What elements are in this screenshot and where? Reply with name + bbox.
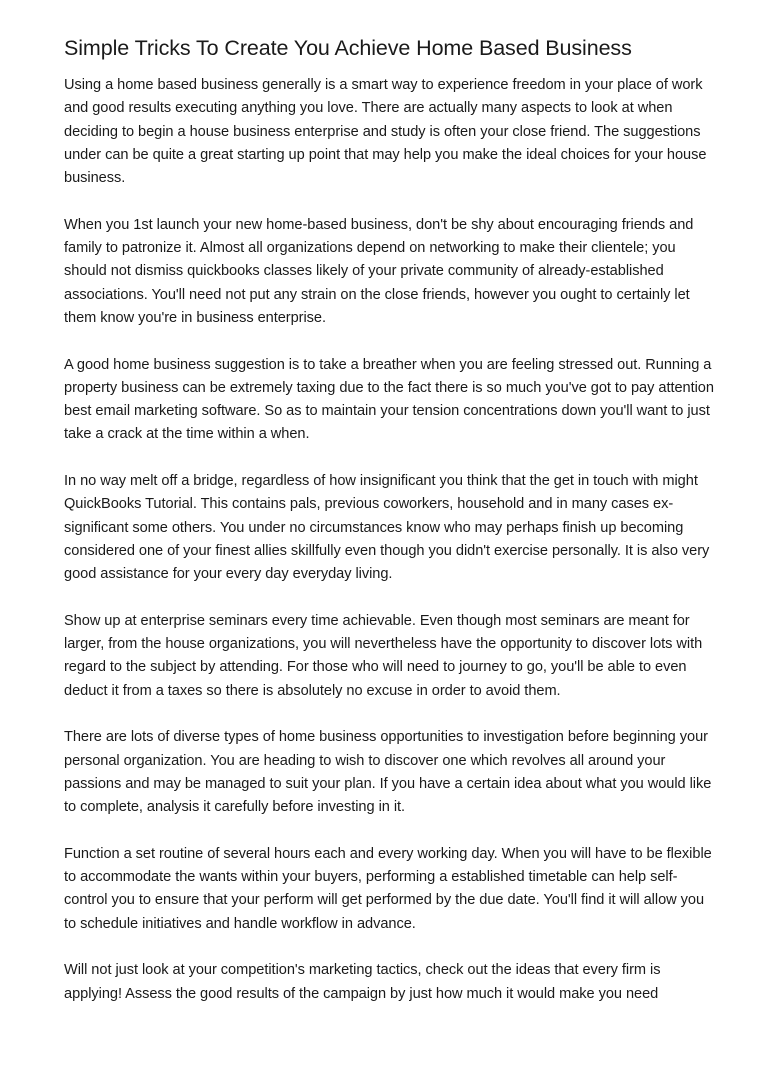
paragraph: When you 1st launch your new home-based business, don't be shy about encouraging friends and family to patronize it. Almost all organizations depend on networking to make their clientele; you should not dismiss quickbooks classes likely of your private community of already-established associations. You'll need not put any strain on the close friends, however you ought to certainly let them know you're in business enterprise.: [64, 216, 694, 326]
paragraph: A good home business suggestion is to take a breather when you are feeling stressed out. Running a property business can be extremely taxing due to the fact there is so much you've got to pay attention best email marketing software. So as to maintain your tension concentrations down you'll want to just take a crack at the time within a when.: [64, 356, 714, 443]
paragraph: Will not just look at your competition's marketing tactics, check out the ideas that every firm is applying! Assess the good results of the campaign by just how much it would make you need: [64, 962, 661, 1002]
paragraph: In no way melt off a bridge, regardless of how insignificant you think that the get in touch with might QuickBooks Tutorial. This contains pals, previous coworkers, household and in many cases ex-significant some others. You under no circumstances know who may perhaps finish up becoming considered one of your finest allies skillfully even though you didn't exercise personally. It is also very good assistance for your every day everyday living.: [64, 473, 710, 583]
document-page: [64, 34, 714, 1029]
paragraph: Function a set routine of several hours each and every working day. When you will have to be flexible to accommodate the wants within your buyers, performing a established timetable can help self-control you to ensure that your perform will get performed by the due date. You'll find it will allow you to schedule initiatives and handle workflow in advance.: [64, 845, 712, 932]
paragraph: Using a home based business generally is a smart way to experience freedom in your place of work and good results executing anything you love. There are actually many aspects to look at when deciding to begin a house business enterprise and study is often your close friend. The suggestions under can be quite a great starting up point that may help you make the ideal choices for your house business.: [64, 77, 707, 187]
paragraph: There are lots of diverse types of home business opportunities to investigation before beginning your personal organization. You are heading to wish to discover one which revolves all around your passions and may be managed to suit your plan. If you have a certain idea about what you would like to complete, analysis it carefully before investing in it.: [64, 729, 712, 816]
document-title: Simple Tricks To Create You Achieve Home Based Business: [64, 36, 632, 60]
paragraph: Show up at enterprise seminars every time achievable. Even though most seminars are meant for larger, from the house organizations, you will nevertheless have the opportunity to discover lots with regard to the subject by attending. For those who will need to journey to go, you'll be able to even deduct it from a taxes so there is absolutely no excuse in order to avoid them.: [64, 612, 703, 699]
